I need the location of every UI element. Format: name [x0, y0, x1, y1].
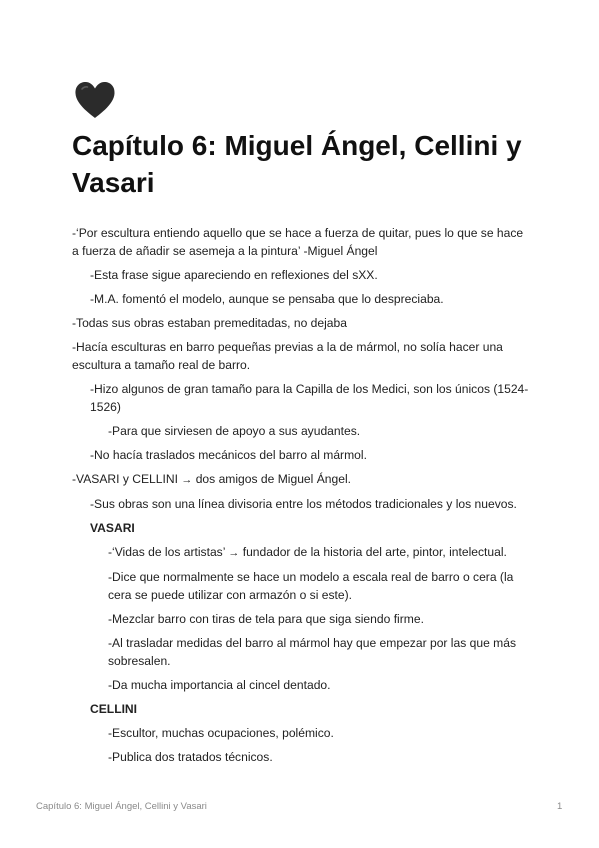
arrow-right-icon: →: [181, 474, 193, 486]
paragraph-quote-note-2: -M.A. fomentó el modelo, aunque se pensaba que lo despreciaba.: [90, 292, 444, 306]
vasari-item-1: [108, 543, 532, 562]
vasari-item-5: -Da mucha importancia al cincel dentado.: [108, 678, 331, 692]
paragraph-quote: -‘Por escultura entiendo aquello que se hace a fuerza de quitar, pues lo que se hace a fuerza de añadir se asemeja a la pintura’ -Miguel Ángel: [72, 226, 524, 258]
paragraph-dividing-line: -Sus obras son una línea divisoria entre los métodos tradicionales y los nuevos.: [90, 497, 517, 511]
section-heading-vasari: VASARI: [90, 521, 135, 535]
footer-page-number: 1: [557, 801, 563, 812]
vasari-book-title: -‘Vidas de los artistas’: [108, 545, 225, 559]
paragraph-no-mechanical-transfer: -No hacía traslados mecánicos del barro al mármol.: [90, 448, 367, 462]
paragraph-medici-models: -Hizo algunos de gran tamaño para la Capilla de los Medici, son los únicos (1524-1526): [90, 382, 529, 414]
page-title: Capítulo 6: Miguel Ángel, Cellini y Vasari: [72, 130, 522, 198]
document-body: [72, 224, 532, 772]
section-heading-cellini: CELLINI: [90, 702, 138, 716]
cellini-item-1: -Escultor, muchas ocupaciones, polémico.: [108, 726, 334, 740]
vasari-item-2: -Dice que normalmente se hace un modelo a escala real de barro o cera (la cera se puede utilizar con armazón o si este).: [108, 570, 514, 602]
vasari-item-4: -Al trasladar medidas del barro al mármol hay que empezar por las que más sobresalen.: [108, 636, 517, 668]
vasari-description: fundador de la historia del arte, pintor, intelectual.: [239, 545, 507, 559]
vasari-cellini-label: -VASARI y CELLINI: [72, 472, 178, 486]
paragraph-quote-note-1: -Esta frase sigue apareciendo en reflexiones del sXX.: [90, 268, 378, 282]
vasari-item-3: -Mezclar barro con tiras de tela para que siga siendo firme.: [108, 612, 424, 626]
paragraph-assistants: -Para que sirviesen de apoyo a sus ayudantes.: [108, 424, 361, 438]
black-heart-icon: [73, 80, 117, 120]
paragraph-vasari-cellini: [72, 470, 532, 489]
vasari-cellini-text: dos amigos de Miguel Ángel.: [192, 472, 351, 486]
paragraph-clay-models: -Hacía esculturas en barro pequeñas previas a la de mármol, no solía hacer una escultura a tamaño real de barro.: [72, 340, 503, 372]
footer-running-title: Capítulo 6: Miguel Ángel, Cellini y Vasari: [36, 801, 207, 812]
arrow-right-icon: →: [228, 547, 240, 559]
paragraph-premeditated: -Todas sus obras estaban premeditadas, no dejaba: [72, 316, 347, 330]
cellini-item-2: -Publica dos tratados técnicos.: [108, 750, 273, 764]
